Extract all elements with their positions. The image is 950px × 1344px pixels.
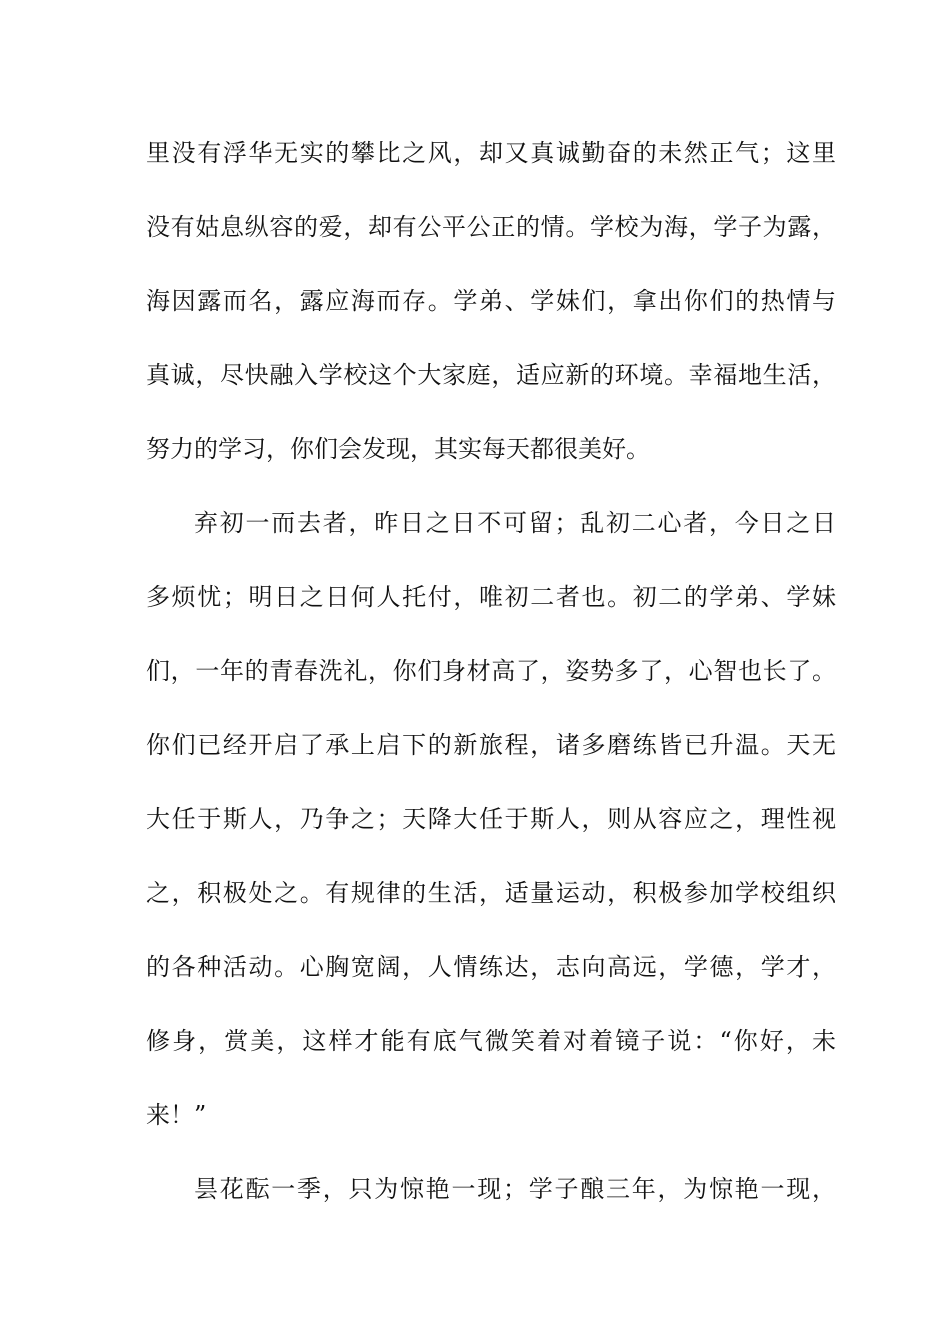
text-line-9: 你们已经开启了承上启下的新旅程，诸多磨练皆已升温。天无 bbox=[146, 731, 836, 759]
text-line-5: 努力的学习，你们会发现，其实每天都很美好。 bbox=[146, 435, 650, 463]
text-line-14: 来！” bbox=[146, 1101, 207, 1129]
text-line-7: 多烦忧；明日之日何人托付，唯初二者也。初二的学弟、学妹 bbox=[146, 583, 836, 611]
text-line-12: 的各种活动。心胸宽阔，人情练达，志向高远，学德，学才， bbox=[146, 953, 836, 981]
text-line-4: 真诚，尽快融入学校这个大家庭，适应新的环境。幸福地生活， bbox=[146, 361, 836, 389]
text-line-8: 们，一年的青春洗礼，你们身材高了，姿势多了，心智也长了。 bbox=[146, 657, 836, 685]
text-line-6: 弃初一而去者，昨日之日不可留；乱初二心者，今日之日 bbox=[194, 509, 836, 537]
text-line-3: 海因露而名，露应海而存。学弟、学妹们，拿出你们的热情与 bbox=[146, 287, 836, 315]
text-line-13: 修身，赏美，这样才能有底气微笑着对着镜子说：“你好，未 bbox=[146, 1027, 836, 1055]
text-line-15: 昙花酝一季，只为惊艳一现；学子酿三年，为惊艳一现， bbox=[194, 1175, 836, 1203]
text-line-2: 没有姑息纵容的爱，却有公平公正的情。学校为海，学子为露， bbox=[146, 213, 836, 241]
text-line-11: 之，积极处之。有规律的生活，适量运动，积极参加学校组织 bbox=[146, 879, 836, 907]
text-line-1: 里没有浮华无实的攀比之风，却又真诚勤奋的未然正气；这里 bbox=[146, 139, 836, 167]
text-line-10: 大任于斯人，乃争之；天降大任于斯人，则从容应之，理性视 bbox=[146, 805, 836, 833]
